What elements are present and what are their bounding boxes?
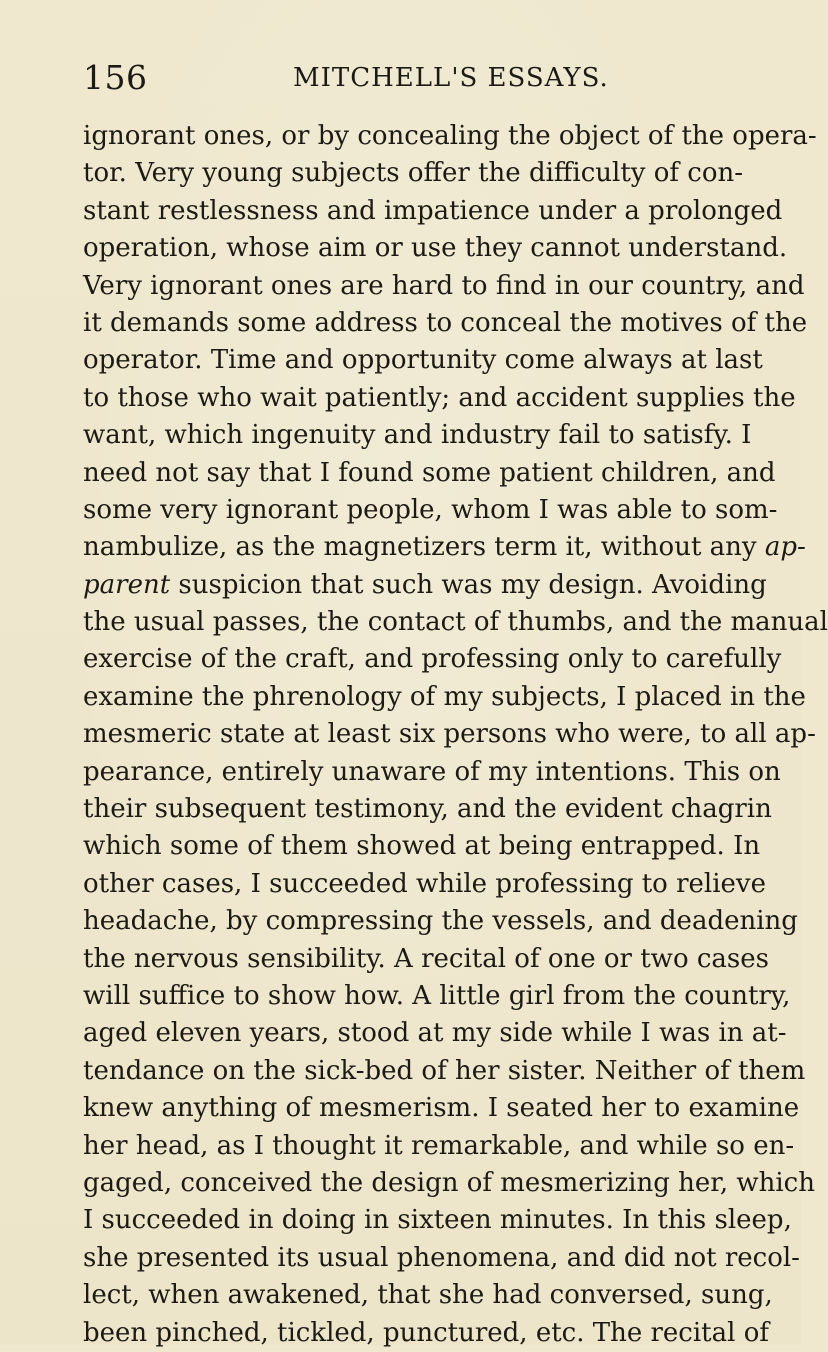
text-line: the usual passes, the contact of thumbs, and the manual [83,607,828,638]
text-line: pearance, entirely unaware of my intentions. This on [83,756,781,787]
text-line: lect, when awakened, that she had conversed, sung, [83,1280,773,1311]
page-header [83,58,713,98]
italic-word: parent [83,569,171,600]
text-line: operator. Time and opportunity come always at last [83,345,763,376]
text-line: operation, whose aim or use they cannot understand. [83,233,788,264]
text-line: which some of them showed at being entrapped. In [83,831,761,862]
text-line: I succeeded in doing in sixteen minutes. In this sleep, [83,1205,792,1236]
text-line: exercise of the craft, and professing only to carefully [83,644,782,675]
text-segment: suspicion that such was my design. Avoiding [178,569,767,600]
page-number: 156 [83,58,148,97]
text-line: been pinched, tickled, punctured, etc. The recital of [83,1317,769,1348]
text-line: other cases, I succeeded while professing to relieve [83,868,766,899]
text-line: aged eleven years, stood at my side while I was in at- [83,1018,787,1049]
text-line-with-italic [83,529,806,566]
text-line: it demands some address to conceal the motives of the [83,307,808,338]
running-head: MITCHELL'S ESSAYS. [293,63,609,93]
text-line: mesmeric state at least six persons who were, to all ap- [83,719,816,750]
text-line: Very ignorant ones are hard to find in our country, and [83,270,805,301]
text-line: will suffice to show how. A little girl from the country, [83,980,791,1011]
text-line: need not say that I found some patient children, and [83,457,776,488]
italic-word: ap- [764,532,806,563]
text-line: the nervous sensibility. A recital of one or two cases [83,943,769,974]
text-line: some very ignorant people, whom I was able to som- [83,494,778,525]
text-segment: nambulize, as the magnetizers term it, without any [83,532,757,563]
body-text [83,118,828,1352]
text-line: she presented its usual phenomena, and did not recol- [83,1242,800,1273]
text-line: to those who wait patiently; and accident supplies the [83,382,796,413]
text-line: want, which ingenuity and industry fail to satisfy. I [83,420,752,451]
text-line: stant restlessness and impatience under a prolonged [83,195,783,226]
text-line: headache, by compressing the vessels, and deadening [83,906,798,937]
text-line: ignorant ones, or by concealing the object of the opera- [83,121,817,151]
text-line: knew anything of mesmerism. I seated her to examine [83,1093,800,1124]
text-line: tor. Very young subjects offer the difficulty of con- [83,158,744,189]
text-line-with-italic [83,567,767,604]
text-line: her head, as I thought it remarkable, and while so en- [83,1130,795,1161]
text-line: examine the phrenology of my subjects, I placed in the [83,681,806,712]
text-line: tendance on the sick-bed of her sister. Neither of them [83,1055,806,1086]
text-line: gaged, conceived the design of mesmerizing her, which [83,1167,815,1198]
text-line: their subsequent testimony, and the evident chagrin [83,794,772,825]
